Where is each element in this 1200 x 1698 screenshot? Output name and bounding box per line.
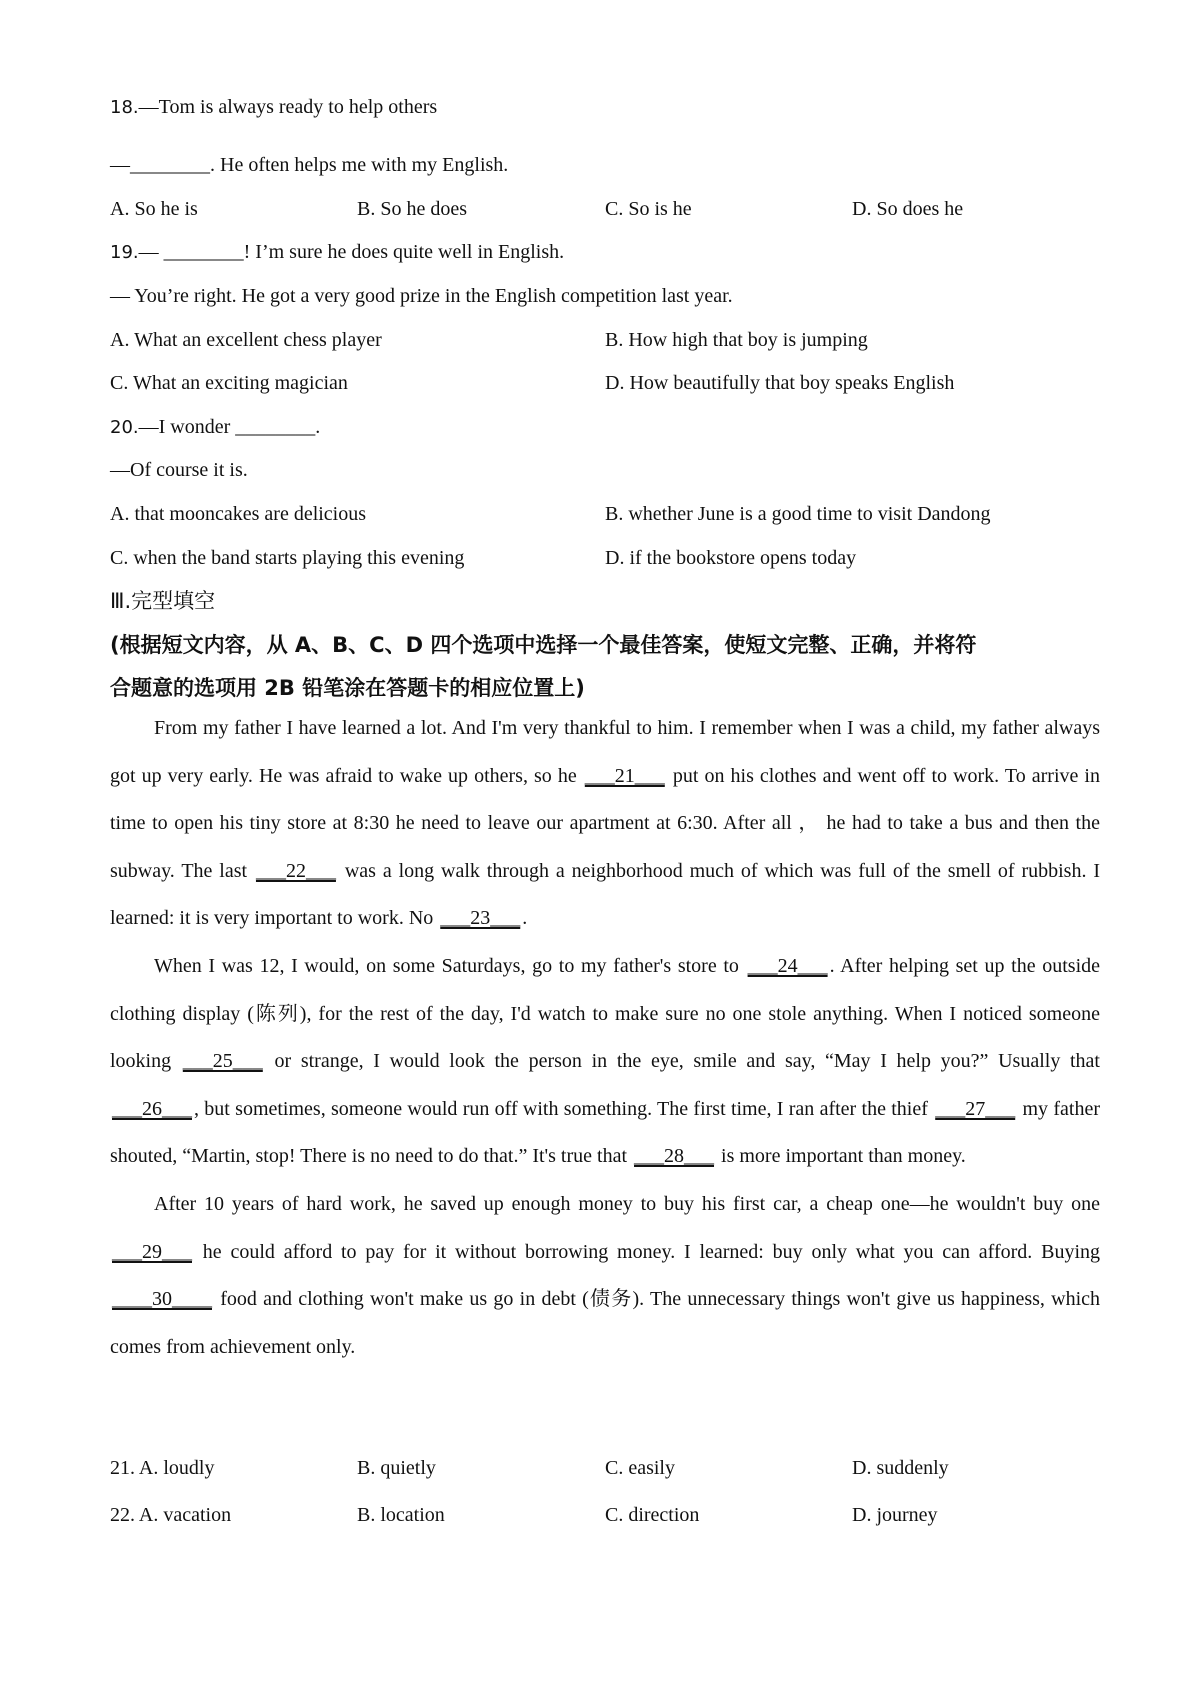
question-text: —I wonder ________. [138,416,321,438]
option-b: B. How high that boy is jumping [605,329,868,351]
option-a: A. that mooncakes are delicious [110,503,367,525]
passage-text: was a long walk through a neighborhood much of which was full of the smell of rubbish. I learned: it is very important to work. No [110,859,1100,930]
section-instruction-line2: 合题意的选项用 2B 铅笔涂在答题卡的相应位置上) [110,676,585,700]
question-text: —Tom is always ready to help others [138,96,438,118]
passage-text: food and clothing won't make us go in debt (债务). The unnecessary things won't give us happiness, which comes from achievement only. [110,1288,1100,1358]
option-b: B. location [357,1504,445,1526]
passage-text: . After helping set up the outside clothing display (陈列), for the rest of the day, I'd watch to make sure no one stole anything. When I noticed someone looking [110,954,1100,1073]
passage-text: From my father I have learned a lot. And I'm very thankful to him. I remember when I was a child, my father always got up very early. He was afraid to wake up others, so he [110,717,1100,787]
question-19-options-row2 [110,369,1100,397]
question-19-response: — You’re right. He got a very good prize in the English competition last year. [110,285,733,307]
question-18-response: —________. He often helps me with my English. [110,154,509,176]
option-b: B. quietly [357,1457,436,1479]
blank-21: ___21___ [584,764,665,787]
option-d: D. journey [852,1504,938,1526]
question-20-options-row1 [110,500,1100,528]
blank-26: ___26___ [112,1097,192,1120]
option-c: C. easily [605,1457,675,1479]
blank-30: ____30____ [112,1288,212,1311]
blank-25: ___25___ [182,1050,263,1073]
question-number: 18. [110,97,139,118]
passage-paragraph-1 [110,705,1100,943]
question-number: 20. [110,417,139,438]
option-b: B. So he does [357,198,467,220]
blank-27: ___27___ [935,1097,1016,1120]
option-d: D. suddenly [852,1457,949,1479]
option-a: A. So he is [110,198,198,220]
passage-text: After 10 years of hard work, he saved up enough money to buy his first car, a cheap one—he wouldn't buy one [154,1192,1100,1215]
option-c: C. So is he [605,198,692,220]
option-c: C. What an exciting magician [110,372,348,394]
question-20-options-row2 [110,544,1100,572]
section-instruction-line1: (根据短文内容，从 A、B、C、D 四个选项中选择一个最佳答案，使短文完整、正确，并将符 [110,633,977,657]
cloze-passage [110,705,1100,1371]
blank-23: ___23___ [440,907,521,930]
passage-text: . [522,907,528,930]
question-number: 19. [110,242,139,263]
cloze-options-21 [110,1454,1100,1482]
passage-text: is more important than money. [716,1145,966,1168]
option-c: C. direction [605,1504,700,1526]
passage-text: he could afford to pay for it without borrowing money. I learned: buy only what you can afford. Buying [194,1240,1100,1263]
question-20-response: —Of course it is. [110,459,248,481]
option-d: D. How beautifully that boy speaks English [605,372,955,394]
option-a: 21. A. loudly [110,1457,215,1479]
option-c: C. when the band starts playing this evening [110,547,465,569]
question-18-prompt [110,93,437,122]
cloze-options-22 [110,1501,1100,1529]
blank-29: ___29___ [112,1240,192,1263]
blank-22: ___22___ [255,859,336,882]
question-19-prompt [110,238,564,267]
passage-paragraph-2 [110,943,1100,1181]
passage-text: , but sometimes, someone would run off with something. The first time, I ran after the thief [194,1097,934,1120]
passage-text: or strange, I would look the person in the eye, smile and say, “May I help you?” Usually that [264,1050,1100,1073]
option-d: D. if the bookstore opens today [605,547,857,569]
blank-24: ___24___ [747,954,828,977]
passage-text: put on his clothes and went off to work. To arrive in time to open his tiny store at 8:30 he need to leave our apartment at 6:30. After all ， he had to take a bus and then the subway. The last [110,764,1100,882]
option-d: D. So does he [852,198,964,220]
option-a: 22. A. vacation [110,1504,232,1526]
question-text: — ________! I’m sure he does quite well in English. [138,241,565,263]
question-19-options-row1 [110,326,1100,354]
blank-28: ___28___ [634,1145,715,1168]
option-b: B. whether June is a good time to visit Dandong [605,503,991,525]
section-title: Ⅲ.完型填空 [110,589,216,613]
option-a: A. What an excellent chess player [110,329,382,351]
passage-text: When I was 12, I would, on some Saturdays, go to my father's store to [154,954,746,977]
passage-paragraph-3 [110,1181,1100,1371]
passage-text: my father shouted, “Martin, stop! There is no need to do that.” It's true that [110,1097,1100,1168]
question-18-options [110,195,1100,223]
question-20-prompt [110,413,320,442]
